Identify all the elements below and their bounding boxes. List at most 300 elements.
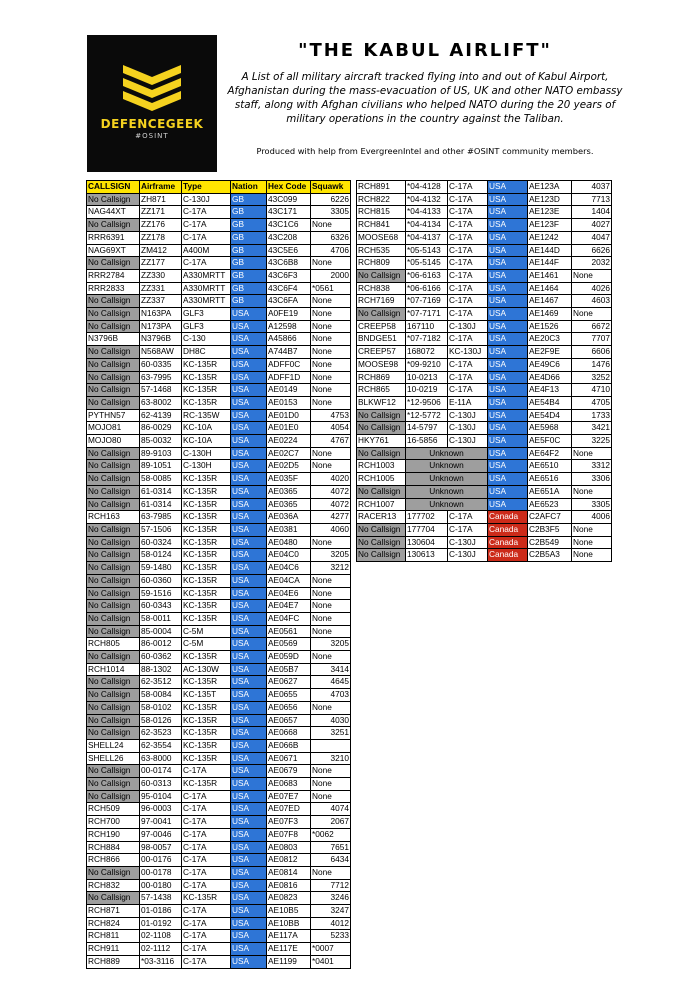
squawk-cell: 6434 bbox=[311, 854, 351, 867]
squawk-cell: 3225 bbox=[572, 435, 612, 448]
hex-code-cell: AE54B4 bbox=[528, 396, 572, 409]
callsign-cell: No Callsign bbox=[87, 384, 140, 397]
table-row bbox=[87, 828, 351, 841]
type-cell: C-17A bbox=[182, 828, 231, 841]
nation-cell: Canada bbox=[488, 511, 528, 524]
type-cell: C-17A bbox=[448, 244, 488, 257]
nation-cell: USA bbox=[231, 625, 267, 638]
squawk-cell: None bbox=[572, 485, 612, 498]
airframe-cell: *04-4134 bbox=[406, 219, 448, 232]
airframe-cell: 86-0029 bbox=[140, 422, 182, 435]
table-row bbox=[87, 841, 351, 854]
callsign-cell: SHELL24 bbox=[87, 739, 140, 752]
callsign-cell: No Callsign bbox=[357, 485, 406, 498]
callsign-cell: No Callsign bbox=[357, 447, 406, 460]
table-row bbox=[357, 460, 612, 473]
table-row bbox=[87, 739, 351, 752]
squawk-cell: 3312 bbox=[572, 460, 612, 473]
type-cell: KC-135R bbox=[182, 371, 231, 384]
table-row bbox=[357, 295, 612, 308]
airframe-cell: 89-1051 bbox=[140, 460, 182, 473]
airframe-cell: 86-0012 bbox=[140, 638, 182, 651]
squawk-cell: None bbox=[311, 600, 351, 613]
hex-code-cell: AE1464 bbox=[528, 282, 572, 295]
nation-cell: USA bbox=[488, 447, 528, 460]
callsign-cell: RCH889 bbox=[87, 955, 140, 968]
squawk-cell: 3210 bbox=[311, 752, 351, 765]
squawk-cell: 3305 bbox=[311, 206, 351, 219]
nation-cell: USA bbox=[488, 435, 528, 448]
airframe-cell: 01-0186 bbox=[140, 905, 182, 918]
airframe-cell: 61-0314 bbox=[140, 498, 182, 511]
hex-code-cell: AE10BB bbox=[267, 917, 311, 930]
table-row bbox=[87, 320, 351, 333]
squawk-cell: None bbox=[572, 549, 612, 562]
nation-cell: USA bbox=[231, 435, 267, 448]
type-cell: DH8C bbox=[182, 346, 231, 359]
callsign-cell: No Callsign bbox=[87, 371, 140, 384]
hex-code-cell: AE0656 bbox=[267, 701, 311, 714]
page-title: "THE KABUL AIRLIFT" bbox=[298, 40, 552, 61]
hex-code-cell: AE117A bbox=[267, 930, 311, 943]
type-cell: C-17A bbox=[448, 295, 488, 308]
table-row bbox=[357, 511, 612, 524]
type-cell: C-130J bbox=[448, 435, 488, 448]
airframe-cell: 97-0046 bbox=[140, 828, 182, 841]
header-squawk: Squawk bbox=[311, 181, 351, 194]
airframe-cell: 00-0176 bbox=[140, 854, 182, 867]
nation-cell: GB bbox=[231, 244, 267, 257]
table-row bbox=[87, 257, 351, 270]
table-row bbox=[87, 308, 351, 321]
hex-code-cell: AE0683 bbox=[267, 778, 311, 791]
hex-code-cell: AE123A bbox=[528, 181, 572, 194]
table-row bbox=[87, 549, 351, 562]
squawk-cell: None bbox=[311, 358, 351, 371]
type-cell: C-17A bbox=[182, 257, 231, 270]
airframe-cell: N163PA bbox=[140, 308, 182, 321]
type-cell: C-130 bbox=[182, 333, 231, 346]
table-row bbox=[357, 536, 612, 549]
type-cell: C-17A bbox=[182, 866, 231, 879]
squawk-cell: 4047 bbox=[572, 231, 612, 244]
callsign-cell: No Callsign bbox=[87, 587, 140, 600]
hex-code-cell: 43C6FA bbox=[267, 295, 311, 308]
squawk-cell: None bbox=[311, 587, 351, 600]
hex-code-cell: AE6523 bbox=[528, 498, 572, 511]
airframe-cell: 97-0041 bbox=[140, 816, 182, 829]
table-row bbox=[357, 282, 612, 295]
squawk-cell: 6226 bbox=[311, 193, 351, 206]
table-row bbox=[357, 358, 612, 371]
airframe-cell: 60-0362 bbox=[140, 651, 182, 664]
nation-cell: USA bbox=[488, 257, 528, 270]
squawk-cell: 4705 bbox=[572, 396, 612, 409]
squawk-cell: 4027 bbox=[572, 219, 612, 232]
airframe-cell: 62-3554 bbox=[140, 739, 182, 752]
nation-cell: USA bbox=[488, 333, 528, 346]
table-row bbox=[87, 676, 351, 689]
nation-cell: USA bbox=[488, 219, 528, 232]
nation-cell: GB bbox=[231, 269, 267, 282]
nation-cell: USA bbox=[231, 600, 267, 613]
airframe-cell: N3796B bbox=[140, 333, 182, 346]
nation-cell: USA bbox=[488, 460, 528, 473]
nation-cell: USA bbox=[231, 396, 267, 409]
squawk-cell: None bbox=[311, 625, 351, 638]
table-row bbox=[357, 384, 612, 397]
nation-cell: USA bbox=[231, 676, 267, 689]
airframe-cell: 177704 bbox=[406, 523, 448, 536]
callsign-cell: RRR2833 bbox=[87, 282, 140, 295]
callsign-cell: No Callsign bbox=[87, 562, 140, 575]
hex-code-cell: AE20C3 bbox=[528, 333, 572, 346]
nation-cell: USA bbox=[488, 422, 528, 435]
airframe-cell: ZZ337 bbox=[140, 295, 182, 308]
hex-code-cell: AE0803 bbox=[267, 841, 311, 854]
table-row bbox=[87, 778, 351, 791]
squawk-cell: *0401 bbox=[311, 955, 351, 968]
callsign-cell: MOJO80 bbox=[87, 435, 140, 448]
hex-code-cell: AE04C6 bbox=[267, 562, 311, 575]
squawk-cell: 2032 bbox=[572, 257, 612, 270]
nation-cell: USA bbox=[488, 473, 528, 486]
squawk-cell: *0007 bbox=[311, 943, 351, 956]
airframe-cell: N568AW bbox=[140, 346, 182, 359]
table-row bbox=[357, 447, 612, 460]
squawk-cell: 3246 bbox=[311, 892, 351, 905]
callsign-cell: No Callsign bbox=[87, 485, 140, 498]
nation-cell: USA bbox=[231, 663, 267, 676]
table-row bbox=[357, 396, 612, 409]
airframe-cell: *04-4133 bbox=[406, 206, 448, 219]
squawk-cell: 6606 bbox=[572, 346, 612, 359]
callsign-cell: No Callsign bbox=[357, 536, 406, 549]
hex-code-cell: C2B549 bbox=[528, 536, 572, 549]
nation-cell: USA bbox=[231, 574, 267, 587]
callsign-cell: HKY761 bbox=[357, 435, 406, 448]
nation-cell: USA bbox=[231, 727, 267, 740]
hex-code-cell: AE1526 bbox=[528, 320, 572, 333]
nation-cell: USA bbox=[231, 308, 267, 321]
table-row bbox=[87, 358, 351, 371]
type-cell: C-17A bbox=[448, 231, 488, 244]
airframe-cell: 16-5856 bbox=[406, 435, 448, 448]
airframe-cell: ZZ330 bbox=[140, 269, 182, 282]
nation-cell: USA bbox=[231, 816, 267, 829]
airframe-cell: ZZ331 bbox=[140, 282, 182, 295]
header-nation: Nation bbox=[231, 181, 267, 194]
airframe-cell: 02-1112 bbox=[140, 943, 182, 956]
callsign-cell: No Callsign bbox=[87, 574, 140, 587]
type-cell: KC-135R bbox=[182, 587, 231, 600]
hex-code-cell: AE1467 bbox=[528, 295, 572, 308]
aircraft-table-left bbox=[86, 180, 351, 969]
callsign-cell: NAG44XT bbox=[87, 206, 140, 219]
callsign-cell: N3796B bbox=[87, 333, 140, 346]
squawk-cell: 2067 bbox=[311, 816, 351, 829]
table-row bbox=[87, 269, 351, 282]
hex-code-cell: A0FE19 bbox=[267, 308, 311, 321]
table-row bbox=[87, 790, 351, 803]
table-row bbox=[87, 752, 351, 765]
airframe-cell: 96-0003 bbox=[140, 803, 182, 816]
airframe-cell: *05-5143 bbox=[406, 244, 448, 257]
airframe-cell: 58-0124 bbox=[140, 549, 182, 562]
callsign-cell: RCH535 bbox=[357, 244, 406, 257]
callsign-cell: MOOSE98 bbox=[357, 358, 406, 371]
squawk-cell: None bbox=[572, 308, 612, 321]
nation-cell: USA bbox=[488, 295, 528, 308]
table-row bbox=[87, 854, 351, 867]
type-cell: C-17A bbox=[182, 841, 231, 854]
type-cell: GLF3 bbox=[182, 320, 231, 333]
table-row bbox=[87, 803, 351, 816]
type-cell: KC-135R bbox=[182, 384, 231, 397]
callsign-cell: No Callsign bbox=[357, 422, 406, 435]
squawk-cell: 4645 bbox=[311, 676, 351, 689]
airframe-cell: *07-7169 bbox=[406, 295, 448, 308]
type-cell: C-17A bbox=[448, 219, 488, 232]
callsign-cell: RCH911 bbox=[87, 943, 140, 956]
nation-cell: USA bbox=[231, 473, 267, 486]
nation-cell: USA bbox=[231, 333, 267, 346]
callsign-cell: RCH869 bbox=[357, 371, 406, 384]
hex-code-cell: AE117E bbox=[267, 943, 311, 956]
squawk-cell: None bbox=[311, 790, 351, 803]
callsign-cell: MOOSE68 bbox=[357, 231, 406, 244]
nation-cell: USA bbox=[231, 778, 267, 791]
type-cell: KC-135R bbox=[182, 562, 231, 575]
hex-code-cell: AE0153 bbox=[267, 396, 311, 409]
hex-code-cell: AE04CA bbox=[267, 574, 311, 587]
callsign-cell: RCH805 bbox=[87, 638, 140, 651]
hex-code-cell: AE0668 bbox=[267, 727, 311, 740]
squawk-cell: 3414 bbox=[311, 663, 351, 676]
callsign-cell: No Callsign bbox=[87, 536, 140, 549]
nation-cell: USA bbox=[231, 828, 267, 841]
table-row bbox=[87, 574, 351, 587]
chevron-logo-icon bbox=[121, 63, 183, 113]
nation-cell: USA bbox=[488, 320, 528, 333]
type-cell: KC-135R bbox=[182, 714, 231, 727]
squawk-cell: 4753 bbox=[311, 409, 351, 422]
airframe-cell: 130613 bbox=[406, 549, 448, 562]
logo-brand: DEFENCEGEEK bbox=[100, 117, 204, 131]
nation-cell: USA bbox=[488, 206, 528, 219]
callsign-cell: RCH811 bbox=[87, 930, 140, 943]
type-cell: KC-135R bbox=[182, 892, 231, 905]
type-cell: C-17A bbox=[448, 193, 488, 206]
squawk-cell: 4026 bbox=[572, 282, 612, 295]
table-row bbox=[87, 206, 351, 219]
callsign-cell: MOJO81 bbox=[87, 422, 140, 435]
hex-code-cell: ADFF1D bbox=[267, 371, 311, 384]
table-row bbox=[87, 409, 351, 422]
nation-cell: USA bbox=[231, 346, 267, 359]
airframe-cell: 60-0313 bbox=[140, 778, 182, 791]
callsign-cell: RRR6391 bbox=[87, 231, 140, 244]
squawk-cell: 6326 bbox=[311, 231, 351, 244]
type-cell: E-11A bbox=[448, 396, 488, 409]
type-cell: KC-135R bbox=[182, 739, 231, 752]
type-cell: C-17A bbox=[182, 930, 231, 943]
nation-cell: USA bbox=[231, 422, 267, 435]
hex-code-cell: AE0149 bbox=[267, 384, 311, 397]
callsign-cell: RCH163 bbox=[87, 511, 140, 524]
type-cell: C-17A bbox=[182, 219, 231, 232]
airframe-cell: *04-4128 bbox=[406, 181, 448, 194]
type-cell: C-17A bbox=[182, 905, 231, 918]
squawk-cell: 4037 bbox=[572, 181, 612, 194]
squawk-cell: None bbox=[311, 651, 351, 664]
callsign-cell: No Callsign bbox=[357, 409, 406, 422]
squawk-cell: 4060 bbox=[311, 523, 351, 536]
hex-code-cell: AE6510 bbox=[528, 460, 572, 473]
callsign-cell: BNDGE51 bbox=[357, 333, 406, 346]
airframe-cell: 89-9103 bbox=[140, 447, 182, 460]
squawk-cell: None bbox=[311, 371, 351, 384]
table-row bbox=[87, 384, 351, 397]
nation-cell: USA bbox=[231, 511, 267, 524]
table-row bbox=[357, 346, 612, 359]
type-cell: C-17A bbox=[182, 917, 231, 930]
airframe-cell: 57-1438 bbox=[140, 892, 182, 905]
nation-cell: USA bbox=[231, 587, 267, 600]
hex-code-cell: 43C6F3 bbox=[267, 269, 311, 282]
table-row bbox=[87, 523, 351, 536]
table-row bbox=[87, 765, 351, 778]
squawk-cell: None bbox=[572, 523, 612, 536]
type-cell: C-17A bbox=[182, 206, 231, 219]
nation-cell: USA bbox=[231, 905, 267, 918]
hex-code-cell: AE0365 bbox=[267, 485, 311, 498]
type-cell: KC-135T bbox=[182, 689, 231, 702]
nation-cell: USA bbox=[488, 181, 528, 194]
logo-tag: #OSINT bbox=[135, 132, 169, 140]
airframe-cell: ZZ176 bbox=[140, 219, 182, 232]
squawk-cell: 4006 bbox=[572, 511, 612, 524]
type-cell: KC-10A bbox=[182, 435, 231, 448]
nation-cell: USA bbox=[231, 841, 267, 854]
airframe-cell: 00-0180 bbox=[140, 879, 182, 892]
squawk-cell: 3251 bbox=[311, 727, 351, 740]
nation-cell: USA bbox=[231, 562, 267, 575]
table-row bbox=[87, 536, 351, 549]
airframe-cell: 58-0011 bbox=[140, 612, 182, 625]
type-cell: C-17A bbox=[182, 790, 231, 803]
nation-cell: USA bbox=[488, 346, 528, 359]
table-row bbox=[357, 422, 612, 435]
nation-cell: USA bbox=[231, 930, 267, 943]
type-cell: C-17A bbox=[182, 803, 231, 816]
hex-code-cell: AE0812 bbox=[267, 854, 311, 867]
type-cell: C-130H bbox=[182, 460, 231, 473]
callsign-cell: No Callsign bbox=[87, 765, 140, 778]
hex-code-cell: AE1461 bbox=[528, 269, 572, 282]
squawk-cell: 3306 bbox=[572, 473, 612, 486]
squawk-cell: None bbox=[572, 269, 612, 282]
callsign-cell: No Callsign bbox=[87, 612, 140, 625]
airframe-cell: N173PA bbox=[140, 320, 182, 333]
hex-code-cell: AE0823 bbox=[267, 892, 311, 905]
hex-code-cell: AE4F13 bbox=[528, 384, 572, 397]
nation-cell: USA bbox=[488, 371, 528, 384]
callsign-cell: RCH884 bbox=[87, 841, 140, 854]
hex-code-cell: A45866 bbox=[267, 333, 311, 346]
squawk-cell: 7707 bbox=[572, 333, 612, 346]
callsign-cell: RCH838 bbox=[357, 282, 406, 295]
type-cell: RC-135W bbox=[182, 409, 231, 422]
airframe-cell: 14-5797 bbox=[406, 422, 448, 435]
hex-code-cell: AE059D bbox=[267, 651, 311, 664]
hex-code-cell: AE02D5 bbox=[267, 460, 311, 473]
table-row bbox=[357, 435, 612, 448]
squawk-cell: 6626 bbox=[572, 244, 612, 257]
table-header-row bbox=[87, 181, 351, 194]
hex-code-cell: AE0655 bbox=[267, 689, 311, 702]
airframe-cell: 60-0343 bbox=[140, 600, 182, 613]
table-row bbox=[87, 193, 351, 206]
table-row bbox=[87, 587, 351, 600]
airframe-cell: *07-7171 bbox=[406, 308, 448, 321]
callsign-cell: No Callsign bbox=[87, 727, 140, 740]
airframe-cell: 63-7985 bbox=[140, 511, 182, 524]
airframe-cell: 58-0102 bbox=[140, 701, 182, 714]
table-row bbox=[87, 663, 351, 676]
nation-cell: GB bbox=[231, 231, 267, 244]
callsign-cell: No Callsign bbox=[87, 714, 140, 727]
callsign-cell: No Callsign bbox=[87, 396, 140, 409]
squawk-cell: 4603 bbox=[572, 295, 612, 308]
callsign-cell: RCH809 bbox=[357, 257, 406, 270]
nation-cell: USA bbox=[231, 752, 267, 765]
callsign-cell: No Callsign bbox=[87, 320, 140, 333]
callsign-cell: BLKWF12 bbox=[357, 396, 406, 409]
airframe-cell: ZH871 bbox=[140, 193, 182, 206]
callsign-cell: No Callsign bbox=[87, 358, 140, 371]
nation-cell: USA bbox=[231, 498, 267, 511]
airframe-cell: *06-6163 bbox=[406, 269, 448, 282]
callsign-cell: No Callsign bbox=[87, 447, 140, 460]
nation-cell: USA bbox=[231, 943, 267, 956]
table-row bbox=[87, 943, 351, 956]
hex-code-cell: AE10B5 bbox=[267, 905, 311, 918]
table-row bbox=[357, 498, 612, 511]
squawk-cell: 7712 bbox=[311, 879, 351, 892]
callsign-cell: RCH1007 bbox=[357, 498, 406, 511]
hex-code-cell: AE1199 bbox=[267, 955, 311, 968]
callsign-cell: RCH824 bbox=[87, 917, 140, 930]
squawk-cell: 4706 bbox=[311, 244, 351, 257]
callsign-cell: SHELL26 bbox=[87, 752, 140, 765]
nation-cell: USA bbox=[488, 409, 528, 422]
hex-code-cell: AE04C0 bbox=[267, 549, 311, 562]
callsign-cell: No Callsign bbox=[357, 269, 406, 282]
hex-code-cell: AE066B bbox=[267, 739, 311, 752]
type-cell: KC-135R bbox=[182, 549, 231, 562]
table-row bbox=[87, 244, 351, 257]
table-row bbox=[87, 562, 351, 575]
squawk-cell: None bbox=[311, 447, 351, 460]
squawk-cell: None bbox=[311, 295, 351, 308]
airframe-cell: 10-0213 bbox=[406, 371, 448, 384]
squawk-cell: 1733 bbox=[572, 409, 612, 422]
callsign-cell: RCH1005 bbox=[357, 473, 406, 486]
airframe-cell: *04-4132 bbox=[406, 193, 448, 206]
hex-code-cell: AE4D66 bbox=[528, 371, 572, 384]
airframe-cell: 57-1468 bbox=[140, 384, 182, 397]
